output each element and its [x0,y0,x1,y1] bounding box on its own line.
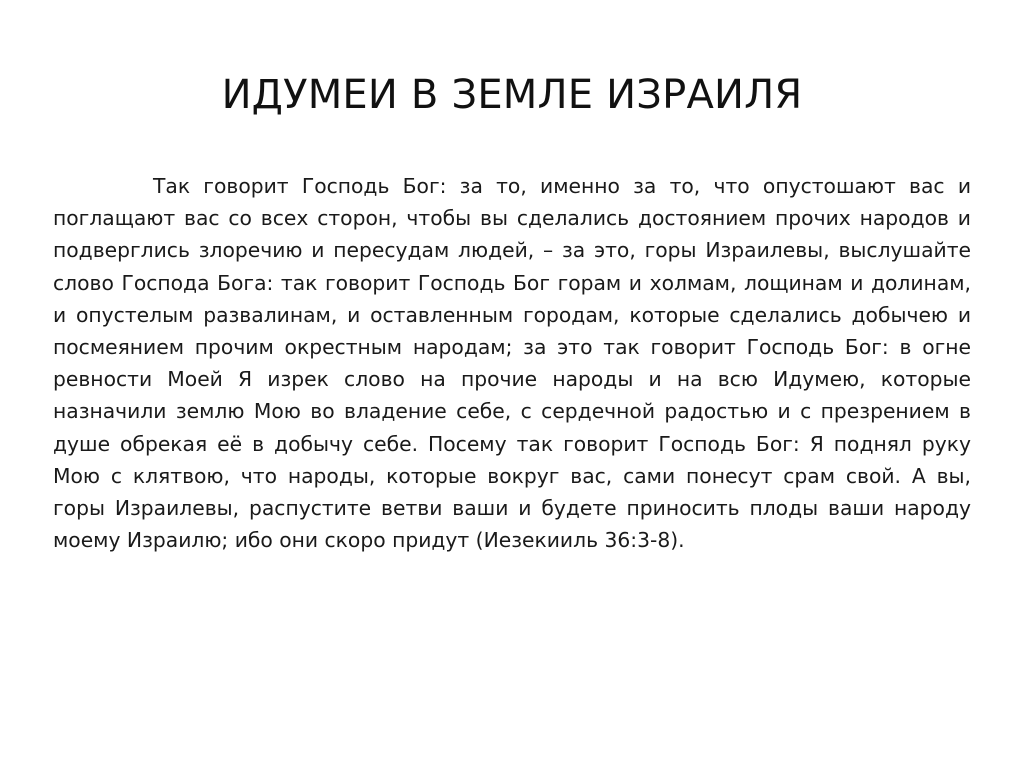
slide-title: ИДУМЕИ В ЗЕМЛЕ ИЗРАИЛЯ [221,72,803,118]
slide-body-text: Так говорит Господь Бог: за то, именно за то, что опустошают вас и поглащают вас со всех сторон, чтобы вы сделались достоянием прочих народов и подверглись злоречию и пересудам людей, – за это, горы Израилевы, выслушайте слово Господа Бога: так говорит Господь Бог горам и холмам, лощинам и долинам, и опустелым развалинам, и оставленным городам, которые сделались добычею и посмеянием прочим окрестным народам; за это так говорит Господь Бог: в огне ревности Моей Я изрек слово на прочие народы и на всю Идумею, которые назначили землю Мою во владение себе, с сердечной радостью и с презрением в душе обрекая её в добычу себе. Посему так говорит Господь Бог: Я поднял руку Мою с клятвою, что народы, которые вокруг вас, сами понесут срам свой. А вы, горы Израилевы, распустите ветви ваши и будете приносить плоды ваши народу моему Израилю; ибо они скоро придут (Иезекииль 36:3-8). [53,174,971,553]
